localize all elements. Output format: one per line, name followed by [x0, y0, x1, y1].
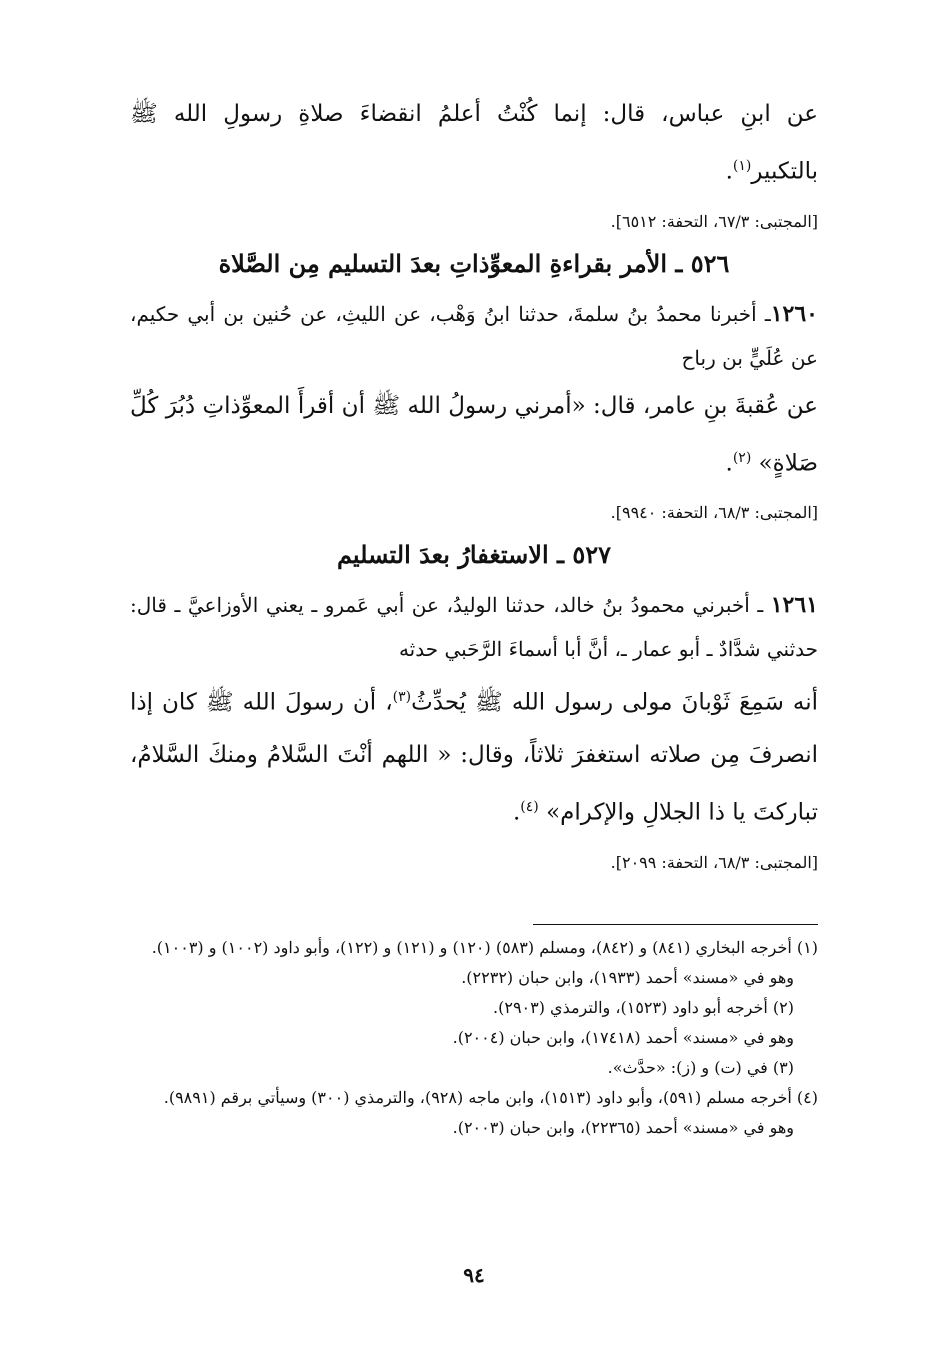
sentence-end: .	[725, 450, 733, 477]
source-reference: [المجتبى: ٦٨/٣، التحفة: ٩٩٤٠].	[610, 503, 818, 523]
page-number: ٩٤	[463, 1263, 485, 1287]
hadith-body: أنه سَمِعَ ثَوْبانَ مولى رسول الله ﷺ يُحدِّثُ	[411, 689, 818, 716]
footnote-divider	[533, 924, 818, 925]
isnad-body: ـ أخبرني محمودُ بنُ خالد، حدثنا الوليدُ، عن أبي عَمرو ـ يعني الأوزاعيَّ ـ قال: حدثني شدَّادٌ ـ أبو عمار ـ، أنَّ أبا أسماءَ الرَّحَبي حدثه	[130, 593, 818, 662]
footnote-marker[interactable]: (٣)	[392, 689, 412, 706]
hadith-text	[130, 88, 818, 198]
hadith-text	[130, 380, 818, 490]
isnad-text	[130, 583, 818, 671]
hadith-text	[130, 671, 818, 838]
footnote: (٢) أخرجه أبو داود (١٥٢٣)، والترمذي (٢٩٠٣).	[493, 998, 794, 1017]
chapter-heading: ٥٢٧ ـ الاستغفارُ بعدَ التسليم	[336, 540, 612, 570]
footnote-marker[interactable]: (٢)	[732, 449, 752, 466]
hadith-body: عن ابنِ عباس، قال: إنما كُنْتُ أعلمُ انقضاءَ صلاةِ رسولِ الله ﷺ بالتكبير	[130, 101, 818, 185]
isnad-body: ـ أخبرنا محمدُ بنُ سلمةَ، حدثنا ابنُ وَهْب، عن الليثِ، عن حُنين بن أبي حكيم، عن عُلَيٍّ بن رباح	[130, 301, 818, 370]
footnote: (١) أخرجه البخاري (٨٤١) و (٨٤٢)، ومسلم (٥٨٣) (١٢٠) و (١٢١) و (١٢٢)، وأبو داود (١٠٠٢) و (١٠٠٣).	[151, 938, 818, 957]
footnote-continuation: وهو في «مسند» أحمد (١٩٣٣)، وابن حبان (٢٢٣٢).	[461, 968, 794, 987]
footnote-marker[interactable]: (٤)	[520, 798, 539, 815]
footnote: (٣) في (ت) و (ز): «حدَّث».	[607, 1058, 794, 1077]
hadith-body: عن عُقبةَ بنِ عامر، قال: «أمرني رسولُ الله ﷺ أن أقرأَ المعوِّذاتِ دُبُرَ كُلِّ صَلاةٍ»	[130, 392, 818, 477]
footnote: (٤) أخرجه مسلم (٥٩١)، وأبو داود (١٥١٣)، وابن ماجه (٩٢٨)، والترمذي (٣٠٠) وسيأتي برقم (٩٨٩١).	[163, 1088, 818, 1107]
hadith-number: ١٢٦٠	[770, 300, 818, 327]
sentence-end: .	[725, 158, 733, 185]
footnote-continuation: وهو في «مسند» أحمد (٢٢٣٦٥)، وابن حبان (٢٠٠٣).	[452, 1118, 794, 1137]
hadith-number: ١٢٦١	[770, 592, 818, 619]
chapter-heading: ٥٢٦ ـ الأمر بقراءةِ المعوِّذاتِ بعدَ التسليم مِن الصَّلاة	[218, 248, 730, 278]
footnote-continuation: وهو في «مسند» أحمد (١٧٤١٨)، وابن حبان (٢٠٠٤).	[452, 1028, 794, 1047]
sentence-end: .	[512, 799, 521, 826]
isnad-text	[130, 292, 818, 380]
footnote-marker[interactable]: (١)	[732, 158, 752, 174]
footnotes-section	[130, 924, 818, 1143]
source-reference: [المجتبى: ٦٧/٣، التحفة: ٦٥١٢].	[610, 211, 818, 231]
hadith-body: ، أن رسولَ الله ﷺ كان إذا انصرفَ مِن صلاته استغفرَ ثلاثاً، وقال: « اللهم أنْتَ السَّلامُ ومنكَ السَّلامُ، تباركتَ يا ذا الجلالِ والإكرام»	[130, 689, 818, 826]
source-reference: [المجتبى: ٦٨/٣، التحفة: ٢٠٩٩].	[610, 852, 818, 872]
